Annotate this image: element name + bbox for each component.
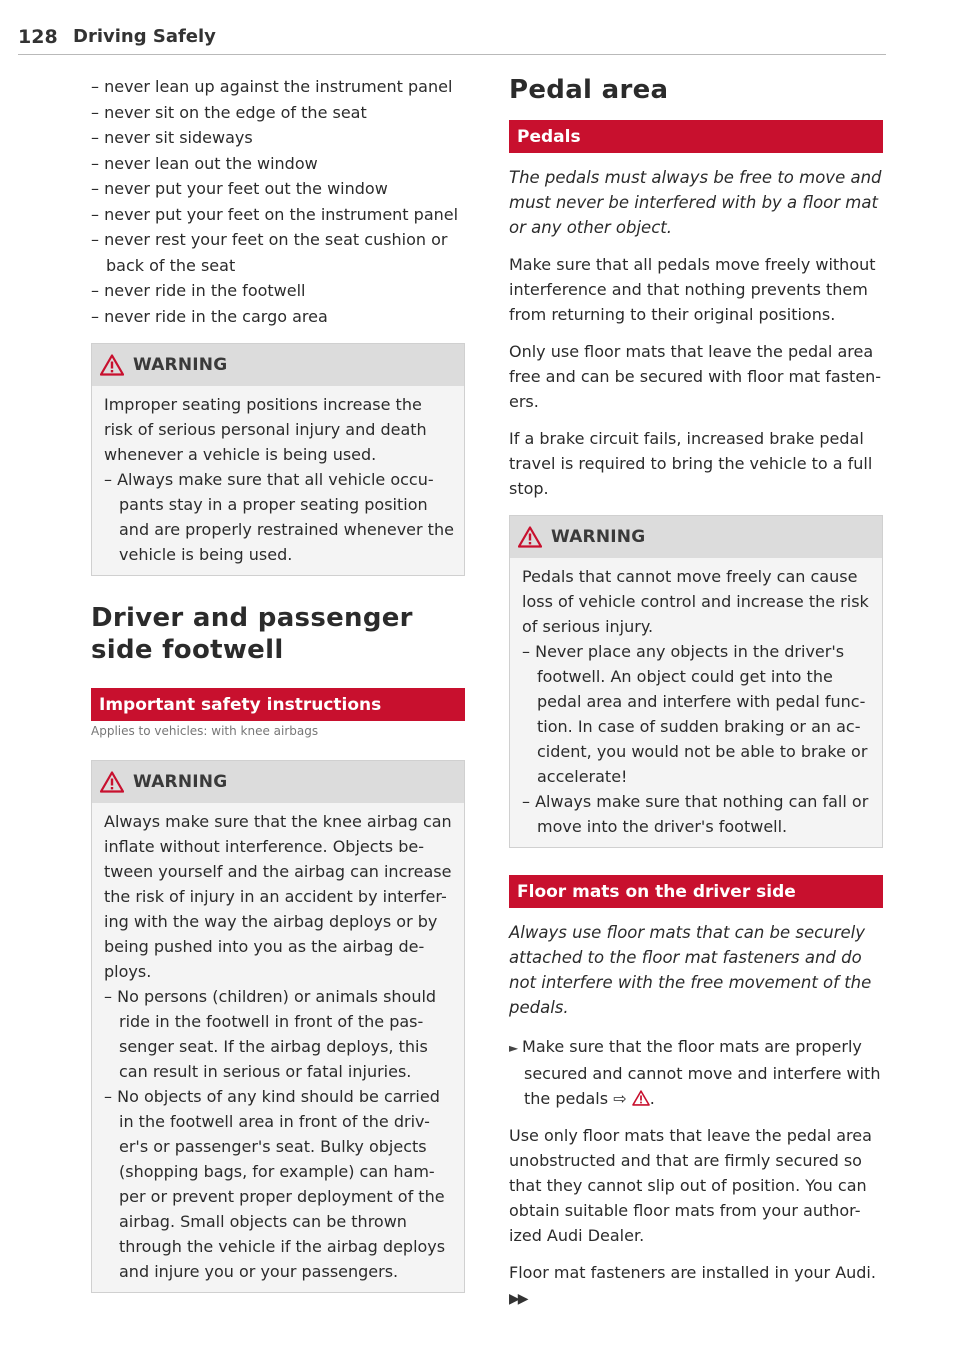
applies-note: Applies to vehicles: with knee airbags	[91, 724, 319, 738]
warning-list	[522, 639, 872, 839]
warning-box-seating	[91, 343, 465, 576]
list-item: – No objects of any kind should be carried in the footwell area in front of the driv-er's or passenger's seat. Bulky objects (shopping bags, for example) can ham-per or prevent proper deployment of the airbag. Small objects can be thrown through the vehicle if the airbag deploys and injure you or your passengers.	[104, 1084, 454, 1284]
warning-triangle-icon	[100, 354, 124, 376]
warning-triangle-icon	[100, 771, 124, 793]
section-heading-footwell: Driver and passenger side footwell	[91, 603, 413, 665]
list-item: – never ride in the footwell	[91, 278, 465, 304]
paragraph-with-continue	[509, 1260, 883, 1312]
instruction-step: ► Make sure that the floor mats are properly secured and cannot move and interfere with the pedals ⇨ .	[509, 1037, 881, 1108]
list-item: – never sit on the edge of the seat	[91, 100, 465, 126]
left-column	[91, 74, 465, 1293]
list-item: – No persons (children) or animals should ride in the footwell in front of the pas-senger seat. If the airbag deploys, this can result in serious or fatal injuries.	[104, 984, 454, 1084]
warning-body	[92, 803, 464, 1292]
list-item: – never ride in the cargo area	[91, 304, 465, 330]
warning-title: WARNING	[133, 772, 228, 792]
list-item: – never put your feet out the window	[91, 176, 465, 202]
warning-header	[92, 344, 464, 386]
list-item: – never lean out the window	[91, 151, 465, 177]
floor-mats-intro: Always use floor mats that can be securely attached to the floor mat fasteners and do not interfere with the free movement of the pedals.	[509, 923, 872, 1017]
warning-ref-icon[interactable]	[632, 1090, 650, 1106]
step-bullet-icon: ►	[509, 1041, 523, 1055]
seating-rules-list	[91, 74, 465, 329]
pedals-intro: The pedals must always be free to move and must never be interfered with by a floor mat or any other object.	[509, 168, 882, 237]
subsection-bar-floor-mats: Floor mats on the driver side	[509, 875, 883, 908]
section-heading-pedal-area: Pedal area	[509, 75, 669, 105]
paragraph: Make sure that all pedals move freely without interference and that nothing prevents them from returning to their original positions.	[509, 255, 876, 324]
warning-text: Pedals that cannot move freely can cause loss of vehicle control and increase the risk of serious injury.	[522, 567, 869, 636]
list-item: – Always make sure that nothing can fall or move into the driver's footwell.	[522, 789, 872, 839]
paragraph: Use only floor mats that leave the pedal area unobstructed and that are firmly secured so that they cannot slip out of position. You can obtain suitable floor mats from your author-ized Audi Dealer.	[509, 1126, 872, 1245]
warning-title: WARNING	[133, 355, 228, 375]
right-column	[509, 74, 883, 1312]
list-item: – never lean up against the instrument panel	[91, 74, 465, 100]
warning-title: WARNING	[551, 527, 646, 547]
section-title: Driving Safely	[73, 26, 216, 47]
list-item: – never put your feet on the instrument panel	[91, 202, 465, 228]
subsection-bar-safety: Important safety instructions	[91, 688, 465, 721]
list-item: – Always make sure that all vehicle occu-pants stay in a proper seating position and are properly restrained whenever the vehicle is being used.	[104, 467, 454, 567]
warning-body	[510, 558, 882, 847]
page-header	[18, 24, 886, 55]
warning-box-pedals	[509, 515, 883, 848]
continue-arrow-icon: ▶▶	[509, 1291, 527, 1307]
page-number: 128	[18, 26, 58, 48]
warning-list	[104, 467, 454, 567]
warning-body	[92, 386, 464, 575]
subsection-bar-pedals: Pedals	[509, 120, 883, 153]
warning-list	[104, 984, 454, 1284]
warning-triangle-icon	[518, 526, 542, 548]
list-item: – never sit sideways	[91, 125, 465, 151]
warning-box-airbag	[91, 760, 465, 1293]
step-text: Make sure that the floor mats are properly secured and cannot move and interfere with the pedals	[522, 1037, 881, 1108]
paragraph-text: Floor mat fasteners are installed in your Audi.	[509, 1263, 876, 1282]
warning-header	[92, 761, 464, 803]
warning-header	[510, 516, 882, 558]
warning-text: Improper seating positions increase the risk of serious personal injury and death whenever a vehicle is being used.	[104, 395, 427, 464]
cross-ref-arrow-icon[interactable]: ⇨	[613, 1089, 627, 1108]
warning-text: Always make sure that the knee airbag can inflate without interference. Objects be-tween yourself and the airbag can increase the risk of injury in an accident by interfer-ing with the way the airbag deploys or by being pushed into you as the airbag de-ploys.	[104, 812, 452, 981]
paragraph: Only use floor mats that leave the pedal area free and can be secured with floor mat fasten-ers.	[509, 342, 882, 411]
list-item: – never rest your feet on the seat cushion or back of the seat	[91, 227, 465, 278]
paragraph: If a brake circuit fails, increased brake pedal travel is required to bring the vehicle to a full stop.	[509, 429, 873, 498]
list-item: – Never place any objects in the driver's footwell. An object could get into the pedal area and interfere with pedal func-tion. In case of sudden braking or an ac-cident, you would not be able to brake or accelerate!	[522, 639, 872, 789]
